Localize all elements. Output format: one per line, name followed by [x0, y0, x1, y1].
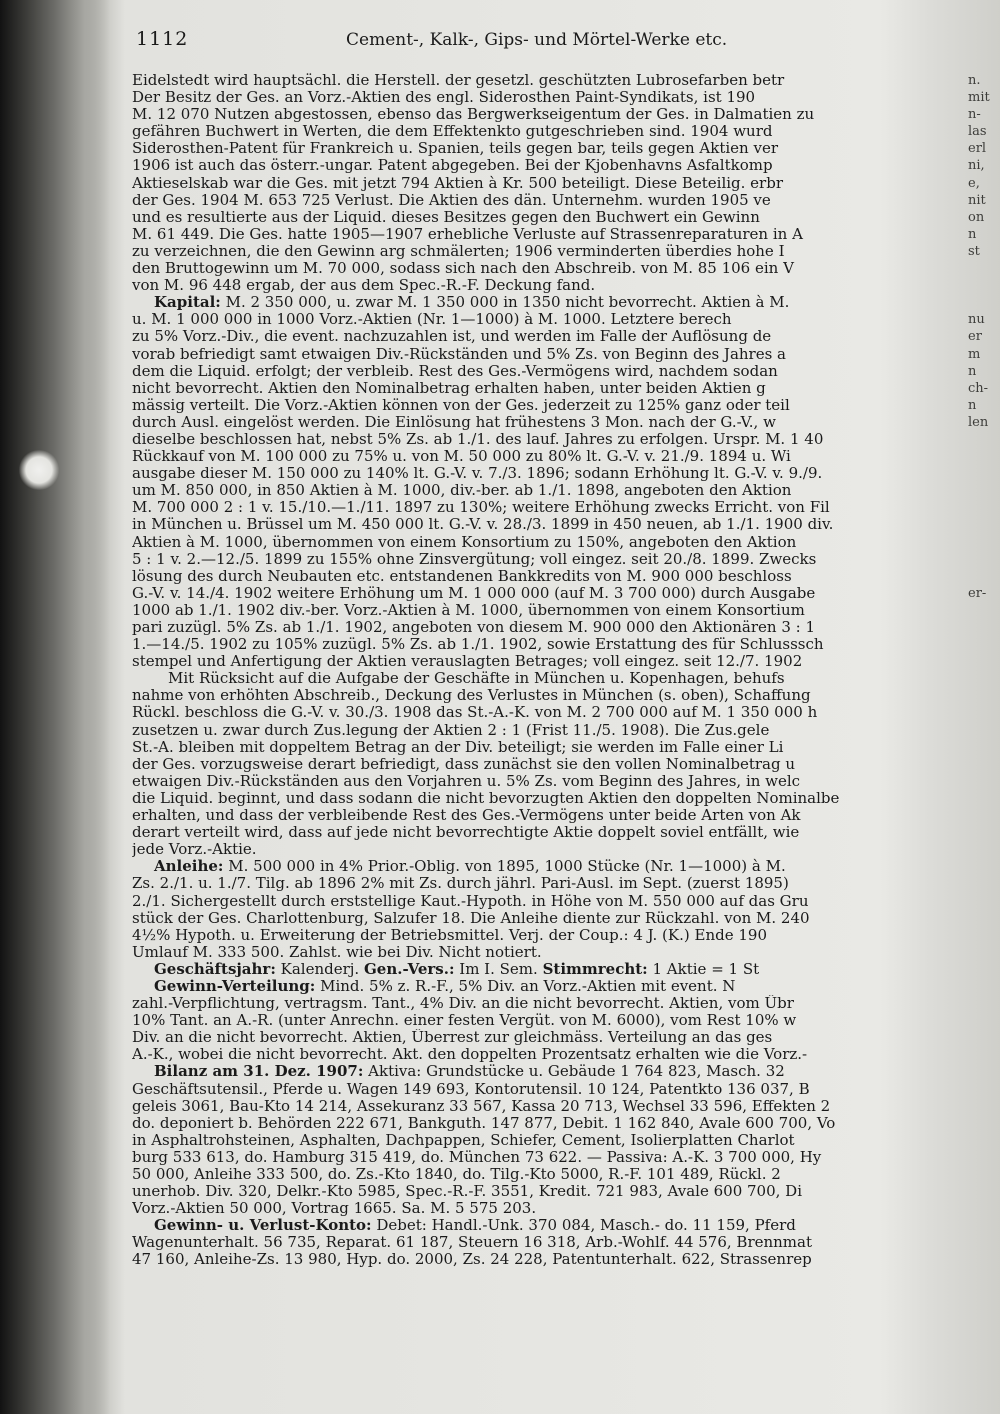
text-line: Umlauf M. 333 500. Zahlst. wie bei Div. Nicht notiert.	[132, 943, 542, 961]
text-line: 47 160, Anleihe-Zs. 13 980, Hyp. do. 2000, Zs. 24 228, Patentunterhalt. 622, Strassenrep	[132, 1251, 812, 1269]
text-line: 10% Tant. an A.-R. (unter Anrechn. einer festen Vergüt. von M. 6000), vom Rest 10% w	[132, 1012, 797, 1030]
margin-fragment: nu	[968, 312, 985, 328]
margin-fragment	[968, 482, 1000, 499]
margin-fragment	[968, 875, 1000, 892]
margin-fragment	[968, 722, 1000, 739]
text-line: der Ges. 1904 M. 653 725 Verlust. Die Aktien des dän. Unternehm. wurden 1905 ve	[132, 191, 771, 209]
text-line: Aktieselskab war die Ges. mit jetzt 794 Aktien à Kr. 500 beteiligt. Diese Beteilig. erbr	[132, 174, 783, 192]
text-line: der Ges. vorzugsweise derart befriedigt, dass zunächst sie den vollen Nominalbetrag u	[132, 755, 796, 773]
margin-fragment	[968, 1132, 1000, 1149]
margin-fragment	[968, 551, 1000, 568]
margin-fragment	[968, 1046, 1000, 1063]
paper-stain	[18, 450, 60, 490]
text-line: dem die Liquid. erfolgt; der verbleib. Rest des Ges.-Vermögens wird, nachdem sodan	[132, 362, 778, 380]
text-line: stück der Ges. Charlottenburg, Salzufer 18. Die Anleihe diente zur Rückzahl. von M. 240	[132, 909, 810, 927]
margin-fragment	[968, 978, 1000, 995]
text-line: zu verzeichnen, die den Gewinn arg schmälerten; 1906 verminderten überdies hohe I	[132, 242, 785, 260]
margin-fragment	[968, 893, 1000, 910]
margin-fragment	[968, 1217, 1000, 1234]
text-line: die Liquid. beginnt, und dass sodann die nicht bevorzugten Aktien den doppelten Nominalbe	[132, 789, 840, 807]
book-binding-shadow	[0, 0, 110, 1414]
margin-fragment: erl	[968, 141, 987, 157]
text-line: nahme von erhöhten Abschreib., Deckung des Verlustes in München (s. oben), Schaffung	[132, 687, 811, 705]
margin-fragment: n.	[968, 73, 981, 88]
text-line: A.-K., wobei die nicht bevorrecht. Akt. den doppelten Prozentsatz erhalten wie die Vorz.-	[132, 1046, 808, 1064]
margin-fragment	[968, 1234, 1000, 1251]
text-line: Vorz.-Aktien 50 000, Vortrag 1665. Sa. M. 5 575 203.	[132, 1200, 537, 1218]
margin-fragment	[968, 1166, 1000, 1183]
text-line: 50 000, Anleihe 333 500, do. Zs.-Kto 1840, do. Tilg.-Kto 5000, R.-F. 101 489, Rückl. 2	[132, 1166, 781, 1183]
text-line: pari zuzügl. 5% Zs. ab 1./1. 1902, angeboten von diesem M. 900 000 den Aktionären 3 : 1	[132, 619, 815, 636]
margin-fragment	[968, 790, 1000, 807]
text-line: gefähren Buchwert in Werten, die dem Effektenkto gutgeschrieben sind. 1904 wurd	[132, 123, 773, 141]
margin-fragment: len	[968, 414, 989, 430]
text-line: 5 : 1 v. 2.—12./5. 1899 zu 155% ohne Zinsvergütung; voll eingez. seit 20./8. 1899. Zwecks	[132, 550, 817, 568]
margin-fragment	[968, 670, 1000, 687]
margin-fragment	[968, 858, 1000, 875]
margin-fragment	[968, 1200, 1000, 1217]
margin-fragment: n	[968, 226, 977, 242]
text-line: stempel und Anfertigung der Aktien verauslagten Betrages; voll eingez. seit 12./7. 1902	[132, 653, 803, 671]
margin-fragment	[968, 260, 1000, 277]
margin-fragment	[968, 739, 1000, 756]
body-text	[132, 72, 932, 1269]
text-line: ausgabe dieser M. 150 000 zu 140% lt. G.-V. v. 7./3. 1896; sodann Erhöhung lt. G.-V. v. 9./9.	[132, 465, 823, 483]
text-line: u. M. 1 000 000 in 1000 Vorz.-Aktien (Nr. 1—1000) à M. 1000. Letztere berech	[132, 311, 732, 329]
margin-fragment: ni,	[968, 158, 985, 174]
margin-fragment: las	[968, 124, 987, 140]
text-line: Mit Rücksicht auf die Aufgabe der Geschäfte in München u. Kopenhagen, behufs	[168, 670, 785, 688]
text-line: in Asphaltrohsteinen, Asphalten, Dachpappen, Schiefer, Cement, Isolierplatten Charlot	[132, 1131, 795, 1149]
text-line: dieselbe beschlossen hat, nebst 5% Zs. ab 1./1. des lauf. Jahres zu erfolgen. Urspr. M. 1 40	[132, 430, 824, 448]
margin-fragment	[968, 824, 1000, 841]
text-line: unerhob. Div. 320, Delkr.-Kto 5985, Spec.-R.-F. 3551, Kredit. 721 983, Avale 600 700, Di	[132, 1183, 803, 1201]
text-line: G.-V. v. 14./4. 1902 weitere Erhöhung um M. 1 000 000 (auf M. 3 700 000) durch Ausgabe	[132, 584, 816, 602]
margin-fragment: mit	[968, 90, 990, 106]
text-line: 1000 ab 1./1. 1902 div.-ber. Vorz.-Aktien à M. 1000, übernommen von einem Konsortium	[132, 601, 805, 619]
margin-fragment	[968, 499, 1000, 516]
margin-fragment: n-	[968, 107, 981, 123]
text-line: Anleihe: M. 500 000 in 4% Prior.-Oblig. von 1895, 1000 Stücke (Nr. 1—1000) à M.	[154, 858, 786, 876]
margin-fragment	[968, 704, 1000, 721]
margin-fragment	[968, 1081, 1000, 1098]
margin-fragment	[968, 961, 1000, 978]
margin-fragment	[968, 1115, 1000, 1132]
text-line: do. deponiert b. Behörden 222 671, Bankguth. 147 877, Debit. 1 162 840, Avale 600 700, Vo	[132, 1114, 836, 1132]
text-line: Der Besitz der Ges. an Vorz.-Aktien des engl. Siderosthen Paint-Syndikats, ist 190	[132, 89, 756, 107]
text-line: mässig verteilt. Die Vorz.-Aktien können von der Ges. jederzeit zu 125% ganz oder teil	[132, 396, 790, 414]
margin-fragment	[968, 277, 1000, 294]
right-margin-fragments	[968, 72, 1000, 1269]
margin-fragment	[968, 995, 1000, 1012]
margin-fragment	[968, 636, 1000, 653]
page-number: 1112	[136, 28, 189, 50]
text-line: M. 12 070 Nutzen abgestossen, ebenso das Bergwerkseigentum der Ges. in Dalmatien zu	[132, 106, 815, 124]
text-line: Rückkauf von M. 100 000 zu 75% u. von M. 50 000 zu 80% lt. G.-V. v. 21./9. 1894 u. Wi	[132, 448, 791, 466]
margin-fragment	[968, 465, 1000, 482]
text-line: erhalten, und dass der verbleibende Rest des Ges.-Vermögens unter beide Arten von Ak	[132, 807, 801, 825]
text-line: zahl.-Verpflichtung, vertragsm. Tant., 4% Div. an die nicht bevorrecht. Aktien, vom Übr	[132, 995, 794, 1013]
margin-fragment	[968, 927, 1000, 944]
text-line: vorab befriedigt samt etwaigen Div.-Rückständen und 5% Zs. von Beginn des Jahres a	[132, 345, 787, 363]
margin-fragment	[968, 602, 1000, 619]
text-line: derart verteilt wird, dass auf jede nicht bevorrechtigte Aktie doppelt soviel entfällt, wie	[132, 824, 800, 842]
margin-fragment: e,	[968, 175, 980, 191]
margin-fragment: er	[968, 329, 982, 345]
margin-fragment	[968, 1183, 1000, 1200]
margin-fragment	[968, 944, 1000, 961]
margin-fragment	[968, 431, 1000, 448]
text-line: nicht bevorrecht. Aktien den Nominalbetrag erhalten haben, unter beiden Aktien g	[132, 379, 766, 397]
page-header	[136, 28, 926, 56]
margin-fragment	[968, 534, 1000, 551]
margin-fragment	[968, 687, 1000, 704]
margin-fragment	[968, 807, 1000, 824]
text-line: etwaigen Div.-Rückständen aus den Vorjahren u. 5% Zs. vom Beginn des Jahres, in welc	[132, 772, 801, 790]
margin-fragment	[968, 1063, 1000, 1080]
text-line: von M. 96 448 ergab, der aus dem Spec.-R.-F. Deckung fand.	[132, 277, 596, 295]
text-line: 2./1. Sichergestellt durch erststellige Kaut.-Hypoth. in Höhe von M. 550 000 auf das Gru	[132, 892, 809, 910]
text-line: um M. 850 000, in 850 Aktien à M. 1000, div.-ber. ab 1./1. 1898, angeboten den Aktion	[132, 482, 792, 500]
text-line: zusetzen u. zwar durch Zus.legung der Aktien 2 : 1 (Frist 11./5. 1908). Die Zus.gele	[132, 721, 770, 739]
text-line: Kapital: M. 2 350 000, u. zwar M. 1 350 000 in 1350 nicht bevorrecht. Aktien à M.	[154, 294, 790, 312]
margin-fragment: ch-	[968, 380, 989, 396]
margin-fragment	[968, 1098, 1000, 1115]
text-line: burg 533 613, do. Hamburg 315 419, do. München 73 622. — Passiva: A.-K. 3 700 000, Hy	[132, 1148, 822, 1166]
margin-fragment	[968, 448, 1000, 465]
text-line: M. 61 449. Die Ges. hatte 1905—1907 erhebliche Verluste auf Strassenreparaturen in A	[132, 225, 803, 243]
margin-fragment	[968, 1012, 1000, 1029]
text-line: Geschäftsjahr: Kalenderj. Gen.-Vers.: Im I. Sem. Stimmrecht: 1 Aktie = 1 St	[154, 960, 760, 978]
margin-fragment	[968, 294, 1000, 311]
text-line: Aktien à M. 1000, übernommen von einem Konsortium zu 150%, angeboten den Aktion	[132, 533, 797, 551]
text-line: 4½% Hypoth. u. Erweiterung der Betriebsmittel. Verj. der Coup.: 4 J. (K.) Ende 190	[132, 926, 767, 944]
text-line: Div. an die nicht bevorrecht. Aktien, Überrest zur gleichmäss. Verteilung an das ges	[132, 1029, 773, 1047]
margin-fragment: n	[968, 363, 977, 379]
margin-fragment	[968, 773, 1000, 790]
margin-fragment	[968, 910, 1000, 927]
text-line: Siderosthen-Patent für Frankreich u. Spanien, teils gegen bar, teils gegen Aktien ver	[132, 140, 778, 158]
margin-fragment	[968, 516, 1000, 533]
text-line: Eidelstedt wird hauptsächl. die Herstell. der gesetzl. geschützten Lubrosefarben betr	[132, 72, 785, 89]
margin-fragment	[968, 756, 1000, 773]
text-line: Bilanz am 31. Dez. 1907: Aktiva: Grundstücke u. Gebäude 1 764 823, Masch. 32	[154, 1063, 785, 1081]
margin-fragment: n	[968, 397, 977, 413]
margin-fragment: nit	[968, 192, 986, 208]
text-line: St.-A. bleiben mit doppeltem Betrag an der Div. beteiligt; sie werden im Falle einer Li	[132, 738, 784, 756]
text-line: 1906 ist auch das österr.-ungar. Patent abgegeben. Bei der Kjobenhavns Asfaltkomp	[132, 157, 773, 175]
margin-fragment	[968, 1251, 1000, 1268]
text-line: Geschäftsutensil., Pferde u. Wagen 149 693, Kontorutensil. 10 124, Patentkto 136 037, B	[132, 1080, 810, 1098]
margin-fragment: er-	[968, 585, 987, 601]
text-line: zu 5% Vorz.-Div., die event. nachzuzahlen ist, und werden im Falle der Auflösung de	[132, 328, 772, 346]
margin-fragment	[968, 1029, 1000, 1046]
margin-fragment	[968, 841, 1000, 858]
margin-fragment: st	[968, 243, 980, 259]
running-head: Cement-, Kalk-, Gips- und Mörtel-Werke etc.	[346, 30, 728, 50]
text-line: Gewinn-Verteilung: Mind. 5% z. R.-F., 5% Div. an Vorz.-Aktien mit event. N	[154, 977, 736, 995]
text-line: 1.—14./5. 1902 zu 105% zuzügl. 5% Zs. ab 1./1. 1902, sowie Erstattung des für Schlusssch	[132, 636, 824, 654]
margin-fragment	[968, 1149, 1000, 1166]
margin-fragment: on	[968, 209, 985, 225]
text-line: durch Ausl. eingelöst werden. Die Einlösung hat frühestens 3 Mon. nach der G.-V., w	[132, 413, 776, 431]
text-line: und es resultierte aus der Liquid. dieses Besitzes gegen den Buchwert ein Gewinn	[132, 208, 760, 226]
margin-fragment	[968, 619, 1000, 636]
text-line: Zs. 2./1. u. 1./7. Tilg. ab 1896 2% mit Zs. durch jährl. Pari-Ausl. im Sept. (zuerst 1895)	[132, 875, 789, 893]
text-line: den Bruttogewinn um M. 70 000, sodass sich nach den Abschreib. von M. 85 106 ein V	[132, 260, 794, 278]
text-line: in München u. Brüssel um M. 450 000 lt. G.-V. v. 28./3. 1899 in 450 neuen, ab 1./1. 1900 div.	[132, 516, 834, 534]
text-line: M. 700 000 2 : 1 v. 15./10.—1./11. 1897 zu 130%; weitere Erhöhung zwecks Erricht. von Fil	[132, 499, 830, 517]
text-line: jede Vorz.-Aktie.	[132, 841, 257, 859]
text-line: Gewinn- u. Verlust-Konto: Debet: Handl.-Unk. 370 084, Masch.- do. 11 159, Pferd	[154, 1217, 796, 1235]
text-line: lösung des durch Neubauten etc. entstandenen Bankkredits von M. 900 000 beschloss	[132, 567, 792, 585]
margin-fragment: m	[968, 346, 981, 362]
text-line: Wagenunterhalt. 56 735, Reparat. 61 187, Steuern 16 318, Arb.-Wohlf. 44 576, Brennmat	[132, 1234, 813, 1252]
text-line: geleis 3061, Bau-Kto 14 214, Assekuranz 33 567, Kassa 20 713, Wechsel 33 596, Effekten 2	[132, 1097, 831, 1115]
text-line: Rückl. beschloss die G.-V. v. 30./3. 1908 das St.-A.-K. von M. 2 700 000 auf M. 1 350 000 h	[132, 704, 818, 722]
margin-fragment	[968, 653, 1000, 670]
margin-fragment	[968, 568, 1000, 585]
